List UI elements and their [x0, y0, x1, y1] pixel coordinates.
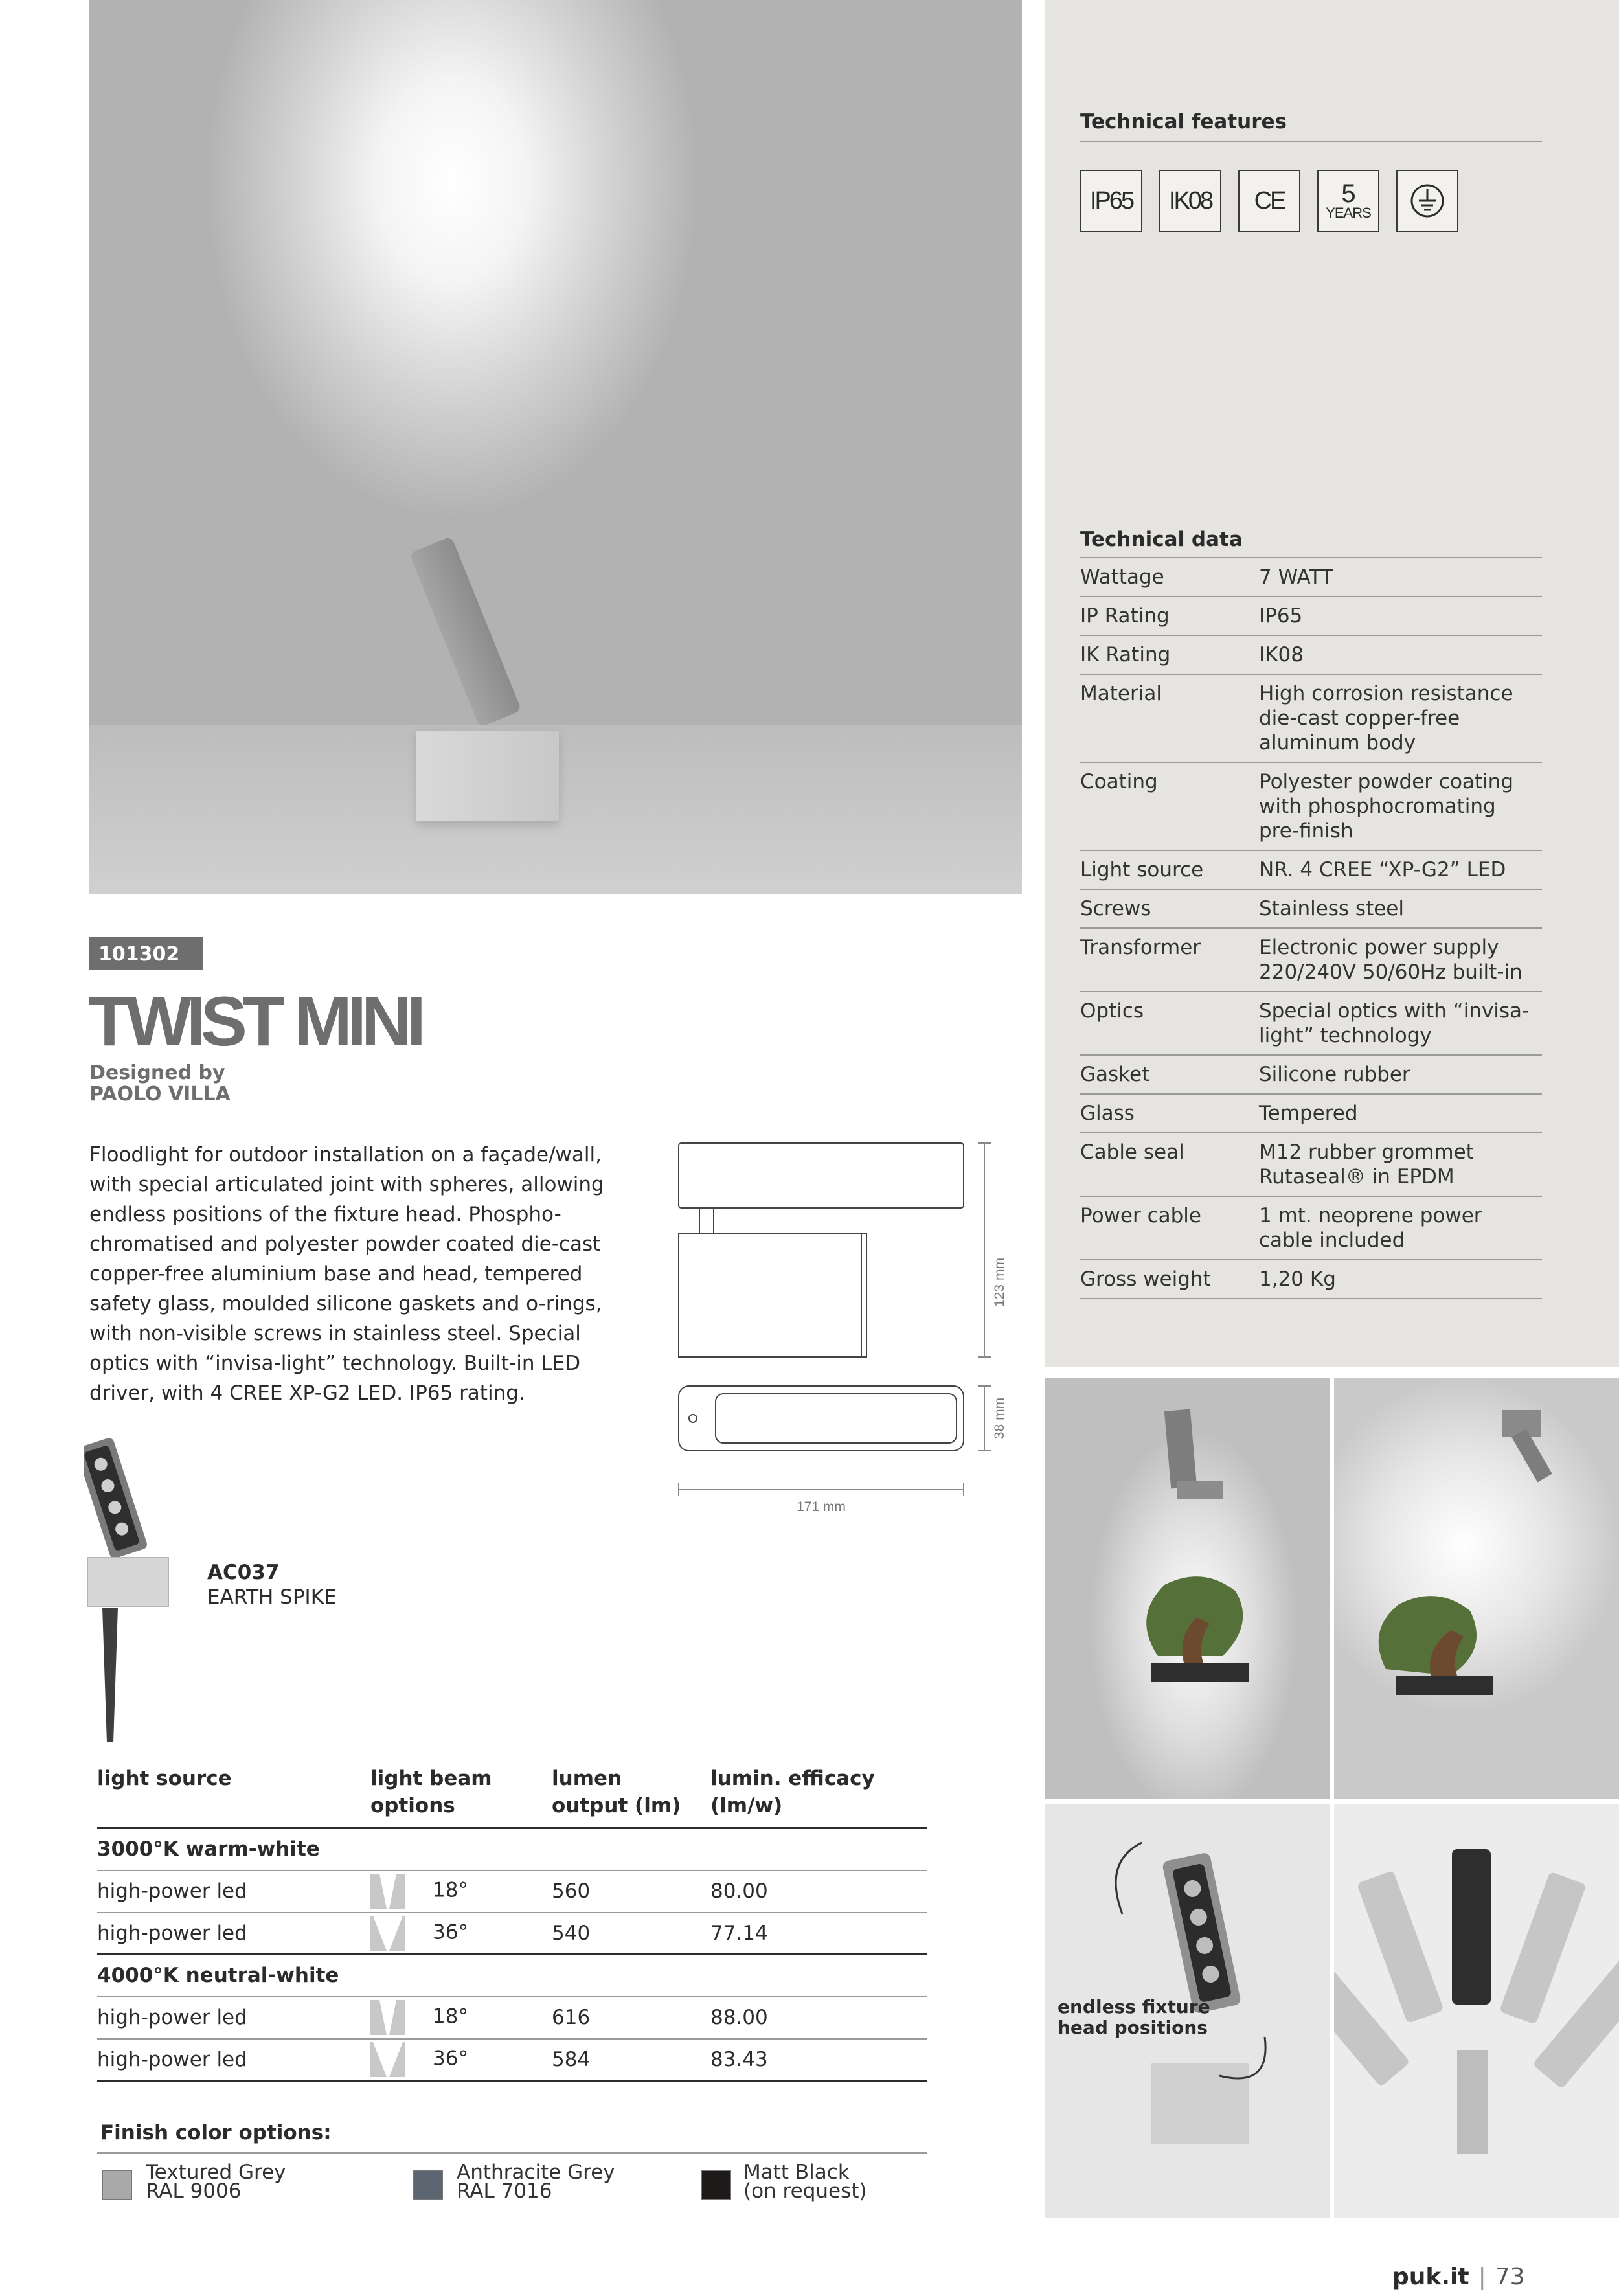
product-hero-photo: [89, 0, 1022, 894]
light-source-cell: high-power led: [97, 1870, 370, 1913]
spec-value: High corrosion resistance die-cast copper-free aluminum body: [1259, 674, 1542, 762]
table-row: [1080, 850, 1542, 889]
dimension-drawing: [667, 1130, 1030, 1525]
fixture-positions-photo: [1334, 1804, 1619, 2218]
table-row: [1080, 762, 1542, 850]
spec-key: Optics: [1080, 992, 1259, 1055]
column-header: lumin. efficacy (lm/w): [710, 1765, 927, 1828]
page-number: 73: [1495, 2264, 1525, 2290]
bonsai-uplight-photo: [1045, 1378, 1330, 1799]
lumen-cell: 584: [552, 2039, 710, 2081]
spec-key: Material: [1080, 674, 1259, 762]
spec-value: 1 mt. neoprene power cable included: [1259, 1196, 1542, 1260]
earth-ground-icon: [1396, 170, 1458, 232]
finish-options-title: Finish color options:: [100, 2121, 332, 2144]
spec-value: M12 rubber grommet Rutaseal® in EPDM: [1259, 1133, 1542, 1196]
narrow-beam-icon: [370, 1874, 405, 1909]
beam-cell: [370, 1997, 552, 2039]
finish-code: RAL 9006: [146, 2179, 242, 2203]
table-row: [1080, 558, 1542, 597]
spec-key: Gross weight: [1080, 1260, 1259, 1299]
ik08-badge: IK08: [1159, 170, 1221, 232]
lumen-cell: 560: [552, 1870, 710, 1913]
page-footer: [1392, 2264, 1525, 2290]
beam-cell: [370, 1870, 552, 1913]
technical-features-title: Technical features: [1080, 110, 1287, 133]
earth-spike-image: [84, 1438, 201, 1749]
table-row: [1080, 674, 1542, 762]
caption-line: head positions: [1058, 2017, 1208, 2038]
spec-value: 1,20 Kg: [1259, 1260, 1542, 1299]
spec-key: Coating: [1080, 762, 1259, 850]
lumen-cell: 616: [552, 1997, 710, 2039]
spec-value: Electronic power supply 220/240V 50/60Hz built-in: [1259, 928, 1542, 992]
divider: [1080, 141, 1542, 142]
column-header: lumen output (lm): [552, 1765, 710, 1828]
warranty-years-label: YEARS: [1326, 205, 1371, 221]
width-dimension-label: 171 mm: [797, 1499, 846, 1514]
beam-angle: 18°: [433, 2005, 468, 2029]
footer-separator: |: [1478, 2264, 1486, 2290]
table-row: [1080, 635, 1542, 674]
narrow-beam-icon: [370, 2000, 405, 2035]
site-name: puk.it: [1392, 2264, 1469, 2290]
spec-value: IP65: [1259, 597, 1542, 635]
finish-label: [146, 2163, 286, 2201]
finish-swatch-matt-black: [701, 2170, 731, 2200]
technical-data-title: Technical data: [1080, 528, 1243, 551]
finish-name: Textured Grey: [146, 2161, 286, 2184]
spec-key: Wattage: [1080, 558, 1259, 597]
column-header: light source: [97, 1765, 370, 1828]
spec-key: IK Rating: [1080, 635, 1259, 674]
group-label: 3000°K warm-white: [97, 1828, 927, 1870]
warranty-years-number: 5: [1341, 179, 1355, 208]
finish-swatch-anthracite-grey: [413, 2170, 443, 2200]
efficacy-cell: 77.14: [710, 1913, 927, 1955]
fixture-head: [409, 536, 522, 727]
divider: [97, 2152, 927, 2154]
table-row: [1080, 597, 1542, 635]
product-description: Floodlight for outdoor installation on a façade/wall, with special articulated joint with spheres, allowing endless positions of the fixture head. Phospho-chromatised and polyester powder coated die-cast copper-free aluminium base and head, tempered safety glass, moulded silicone gaskets and o-rings, with non-visible screws in stainless steel. Special optics with “invisa-light” technology. Built-in LED driver, with 4 CREE XP-G2 LED. IP65 rating.: [89, 1143, 604, 1405]
ip65-badge: IP65: [1080, 170, 1142, 232]
table-row: [1080, 928, 1542, 992]
table-row: [97, 1997, 927, 2039]
designer-credit: [89, 1062, 231, 1105]
spec-value: Special optics with “invisa-light” technology: [1259, 992, 1542, 1055]
rotation-caption: [1058, 1997, 1210, 2038]
beam-angle: 18°: [433, 1878, 468, 1902]
bonsai-spotlight-photo: [1334, 1378, 1619, 1799]
spec-key: Screws: [1080, 889, 1259, 928]
depth-dimension-label: 38 mm: [992, 1397, 1007, 1440]
spec-key: IP Rating: [1080, 597, 1259, 635]
column-header: light beam options: [370, 1765, 552, 1828]
table-row: [97, 1913, 927, 1955]
table-header-row: [97, 1765, 927, 1828]
table-row: [1080, 889, 1542, 928]
table-row: [1080, 1260, 1542, 1299]
light-source-cell: high-power led: [97, 2039, 370, 2081]
group-label: 4000°K neutral-white: [97, 1955, 927, 1997]
spec-key: Power cable: [1080, 1196, 1259, 1260]
spec-value: NR. 4 CREE “XP-G2” LED: [1259, 850, 1542, 889]
finish-swatch-textured-grey: [102, 2170, 132, 2200]
efficacy-cell: 83.43: [710, 2039, 927, 2081]
certification-badges: [1080, 170, 1458, 232]
fixture-base: [416, 731, 559, 821]
light-source-cell: high-power led: [97, 1997, 370, 2039]
efficacy-cell: 88.00: [710, 1997, 927, 2039]
spec-key: Cable seal: [1080, 1133, 1259, 1196]
technical-data-table: [1080, 557, 1542, 1299]
finish-name: Anthracite Grey: [457, 2161, 615, 2184]
table-row: [1080, 1196, 1542, 1260]
spec-key: Glass: [1080, 1094, 1259, 1133]
spec-value: Polyester powder coating with phosphocromating pre-finish: [1259, 762, 1542, 850]
lumen-cell: 540: [552, 1913, 710, 1955]
spec-key: Gasket: [1080, 1055, 1259, 1094]
accessory-code: AC037: [207, 1561, 280, 1584]
spec-value: IK08: [1259, 635, 1542, 674]
spec-key: Light source: [1080, 850, 1259, 889]
caption-line: endless fixture: [1058, 1996, 1210, 2018]
spec-value: 7 WATT: [1259, 558, 1542, 597]
wide-beam-icon: [370, 1916, 405, 1951]
beam-cell: [370, 2039, 552, 2081]
light-source-cell: high-power led: [97, 1913, 370, 1955]
efficacy-cell: 80.00: [710, 1870, 927, 1913]
beam-angle: 36°: [433, 1920, 468, 1944]
beam-cell: [370, 1913, 552, 1955]
accessory-name: EARTH SPIKE: [207, 1586, 337, 1609]
ce-mark-badge: CE: [1238, 170, 1300, 232]
table-row: [97, 2039, 927, 2081]
wide-beam-icon: [370, 2042, 405, 2077]
height-dimension-label: 123 mm: [992, 1258, 1007, 1307]
finish-label: [743, 2163, 867, 2201]
spec-key: Transformer: [1080, 928, 1259, 992]
finish-code: (on request): [743, 2179, 867, 2203]
table-row: [1080, 1055, 1542, 1094]
spec-value: Stainless steel: [1259, 889, 1542, 928]
spec-value: Tempered: [1259, 1094, 1542, 1133]
product-title: TWIST MINI: [88, 982, 421, 1060]
beam-angle: 36°: [433, 2047, 468, 2071]
designer-name: PAOLO VILLA: [89, 1083, 231, 1106]
finish-name: Matt Black: [743, 2161, 850, 2184]
finish-label: [457, 2163, 615, 2201]
table-row: [1080, 1094, 1542, 1133]
light-source-table: [97, 1765, 927, 2082]
table-row: [1080, 1133, 1542, 1196]
spec-value: Silicone rubber: [1259, 1055, 1542, 1094]
table-row: [1080, 992, 1542, 1055]
designed-by-label: Designed by: [89, 1062, 225, 1084]
product-code-badge: 101302: [89, 937, 203, 970]
finish-code: RAL 7016: [457, 2179, 552, 2203]
warranty-badge: [1317, 170, 1379, 232]
table-group-row: [97, 1955, 927, 1997]
table-group-row: [97, 1828, 927, 1870]
table-row: [97, 1870, 927, 1913]
